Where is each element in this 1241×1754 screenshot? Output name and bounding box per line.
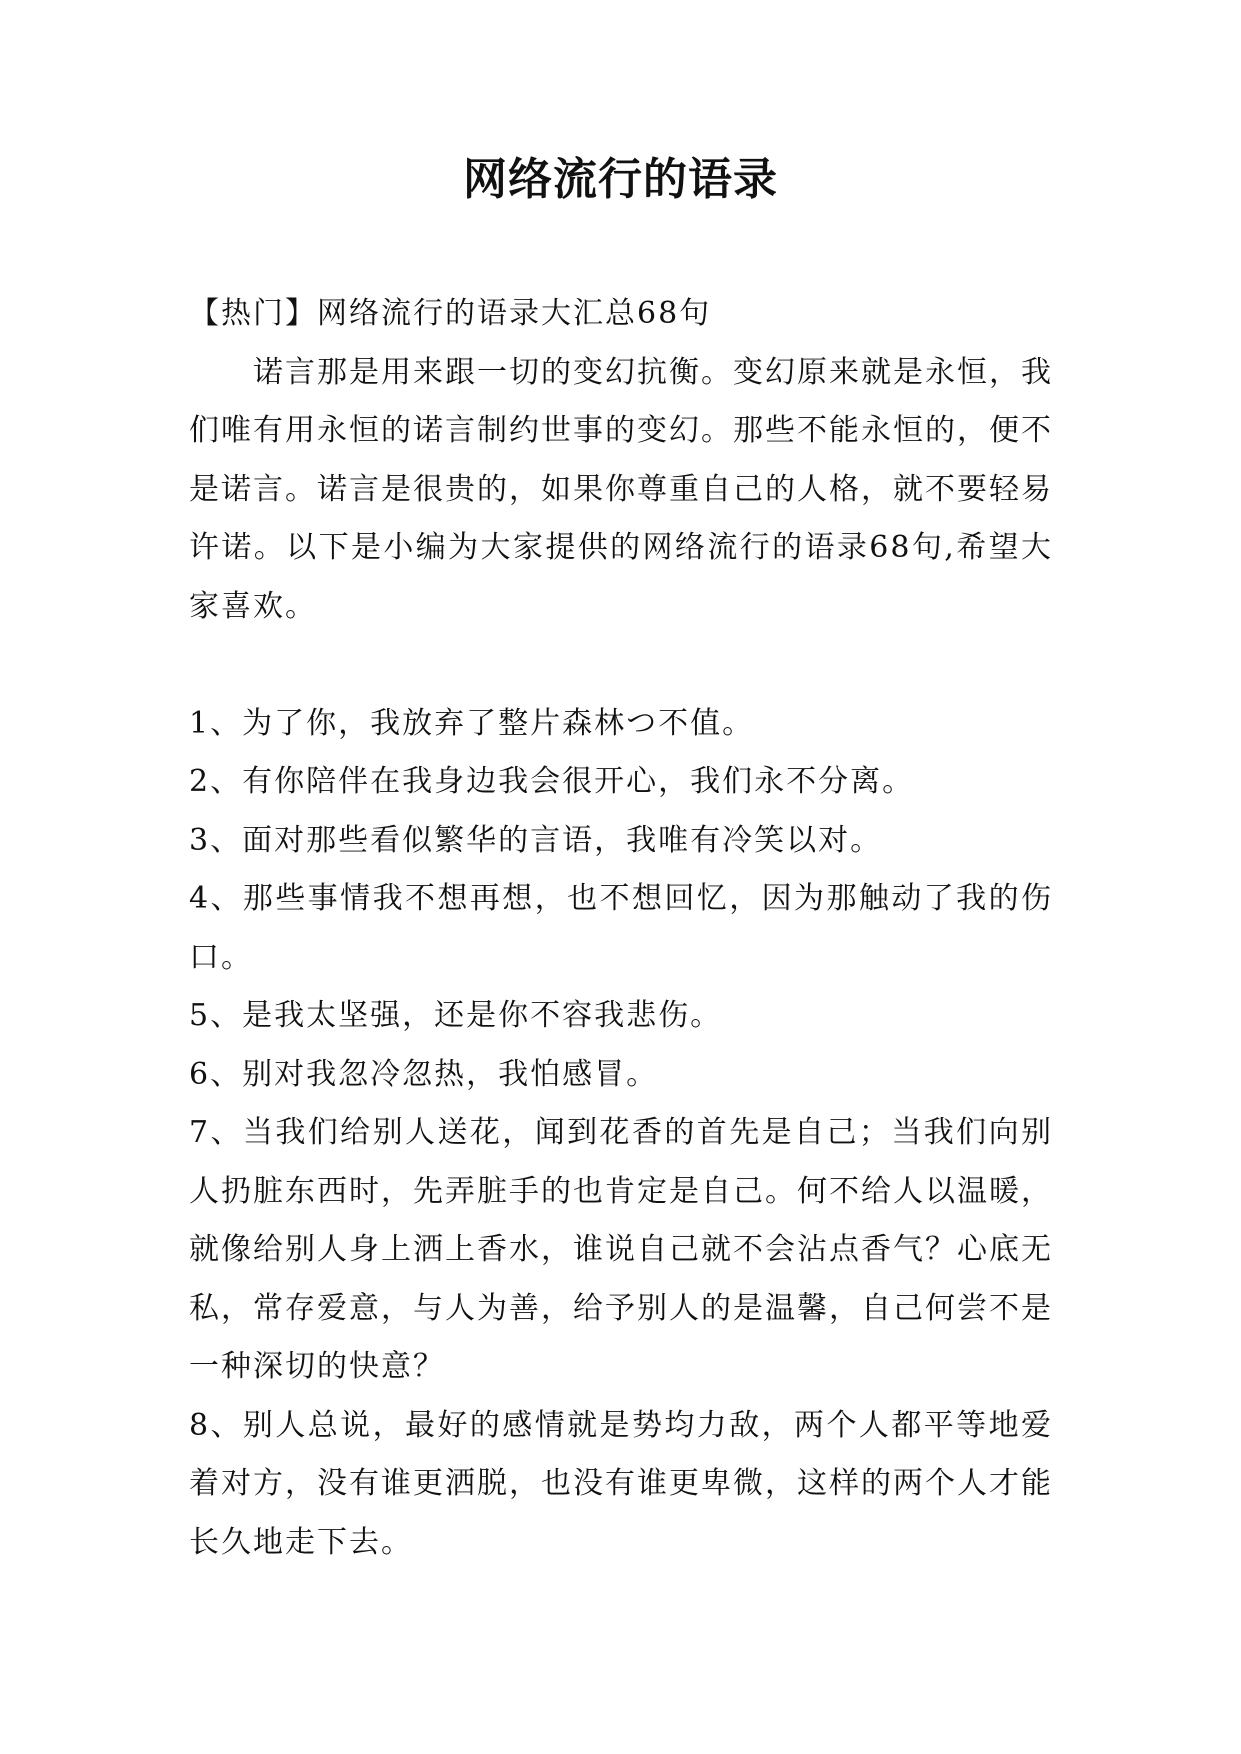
document-title: 网络流行的语录 bbox=[463, 154, 778, 205]
quote-item-7: 7、当我们给别人送花，闻到花香的首先是自己；当我们向别人扔脏东西时，先弄脏手的也肯定是自己。何不给人以温暖，就像给别人身上洒上香水，谁说自己就不会沾点香气？心底无私，常存爱意，与人为善，给予别人的是温馨，自己何尝不是一种深切的快意？ bbox=[189, 1115, 1053, 1384]
quote-item-4: 4、那些事情我不想再想，也不想回忆，因为那触动了我的伤口。 bbox=[189, 881, 1053, 975]
quote-list bbox=[189, 695, 1053, 1573]
document-subtitle: 【热门】网络流行的语录大汇总68句 bbox=[189, 296, 712, 331]
quote-item-6: 6、别对我忽冷忽热，我怕感冒。 bbox=[189, 1056, 659, 1092]
quote-item-8: 8、别人总说，最好的感情就是势均力敌，两个人都平等地爱着对方，没有谁更洒脱，也没有谁更卑微，这样的两个人才能长久地走下去。 bbox=[189, 1407, 1053, 1560]
quote-item-1: 1、为了你，我放弃了整片森林つ不值。 bbox=[189, 705, 755, 741]
quote-item-5: 5、是我太坚强，还是你不容我悲伤。 bbox=[189, 998, 723, 1033]
quote-item-3: 3、面对那些看似繁华的言语，我唯有冷笑以对。 bbox=[189, 822, 883, 858]
intro-paragraph: 诺言那是用来跟一切的变幻抗衡。变幻原来就是永恒，我们唯有用永恒的诺言制约世事的变幻。那些不能永恒的，便不是诺言。诺言是很贵的，如果你尊重自己的人格，就不要轻易许诺。以下是小编为大家提供的网络流行的语录68句,希望大家喜欢。 bbox=[189, 354, 1053, 624]
document-body bbox=[189, 285, 1053, 1572]
paragraph-spacer bbox=[189, 636, 1053, 695]
quote-item-2: 2、有你陪伴在我身边我会很开心，我们永不分离。 bbox=[189, 764, 915, 799]
